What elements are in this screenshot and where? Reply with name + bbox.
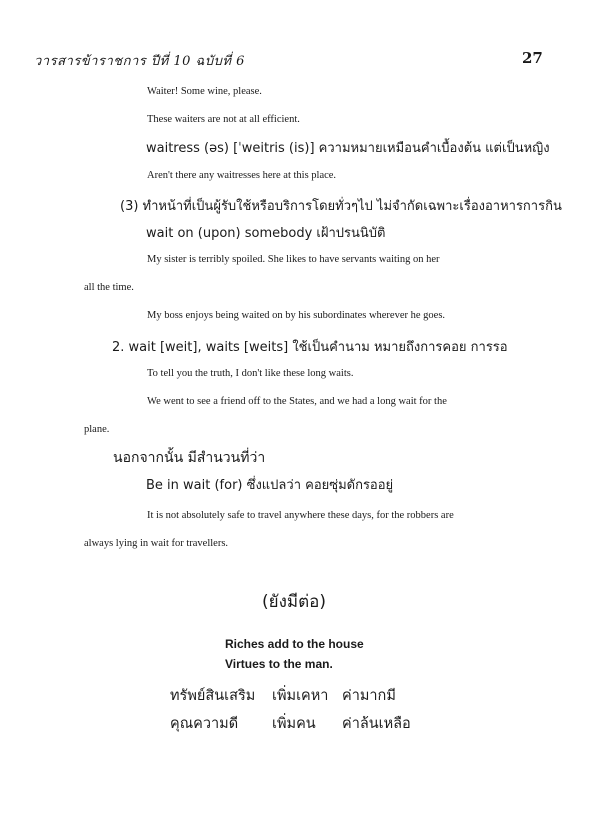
text-line: To tell you the truth, I don't like these long waits. [147, 368, 354, 379]
continued-note: (ยังมีต่อ) [262, 592, 326, 612]
text-line: นอกจากนั้น มีสำนวนที่ว่า [113, 450, 266, 466]
text-line: My boss enjoys being waited on by his subordinates wherever he goes. [147, 310, 446, 321]
text-line: 2. wait [weit], waits [weits] ใช้เป็นคำนาม หมายถึงการคอย การรอ [112, 340, 508, 355]
text-line: My sister is terribly spoiled. She likes to have servants waiting on her [147, 254, 440, 265]
proverb-thai-phrase: ค่ามากมี [342, 688, 396, 704]
proverb-thai-phrase: ทรัพย์สินเสริม [170, 688, 256, 704]
text-line: Waiter! Some wine, please. [147, 86, 262, 97]
proverb-english-line-2: Virtues to the man. [225, 657, 333, 671]
proverb-thai-phrase: เพิ่มคน [272, 716, 316, 732]
text-line: It is not absolutely safe to travel anywhere these days, for the robbers are [147, 510, 454, 521]
text-line: wait on (upon) somebody เฝ้าปรนนิบัติ [146, 226, 386, 241]
text-line: all the time. [84, 282, 134, 293]
text-line: Aren't there any waitresses here at this place. [147, 170, 337, 181]
text-line: waitress (əs) [ˈweitris (is)] ความหมายเหมือนคำเบื้องต้น แต่เป็นหญิง [146, 141, 550, 156]
text-line: plane. [84, 424, 110, 435]
text-line: Be in wait (for) ซึ่งแปลว่า คอยซุ่มดักรออยู่ [146, 478, 394, 493]
journal-header: วารสารข้าราชการ ปีที่ 10 ฉบับที่ 6 [34, 54, 245, 69]
text-line: We went to see a friend off to the States, and we had a long wait for the [147, 396, 447, 407]
text-line: always lying in wait for travellers. [84, 538, 229, 549]
page-number: 27 [522, 49, 543, 67]
proverb-thai-phrase: เพิ่มเคหา [272, 688, 329, 704]
text-line: These waiters are not at all efficient. [147, 114, 300, 125]
proverb-thai-phrase: ค่าล้นเหลือ [342, 716, 411, 732]
proverb-english-line-1: Riches add to the house [225, 637, 364, 651]
proverb-thai-phrase: คุณความดี [170, 716, 239, 732]
text-line: (3) ทำหน้าที่เป็นผู้รับใช้หรือบริการโดยทั่วๆไป ไม่จำกัดเฉพาะเรื่องอาหารการกิน [120, 199, 562, 214]
